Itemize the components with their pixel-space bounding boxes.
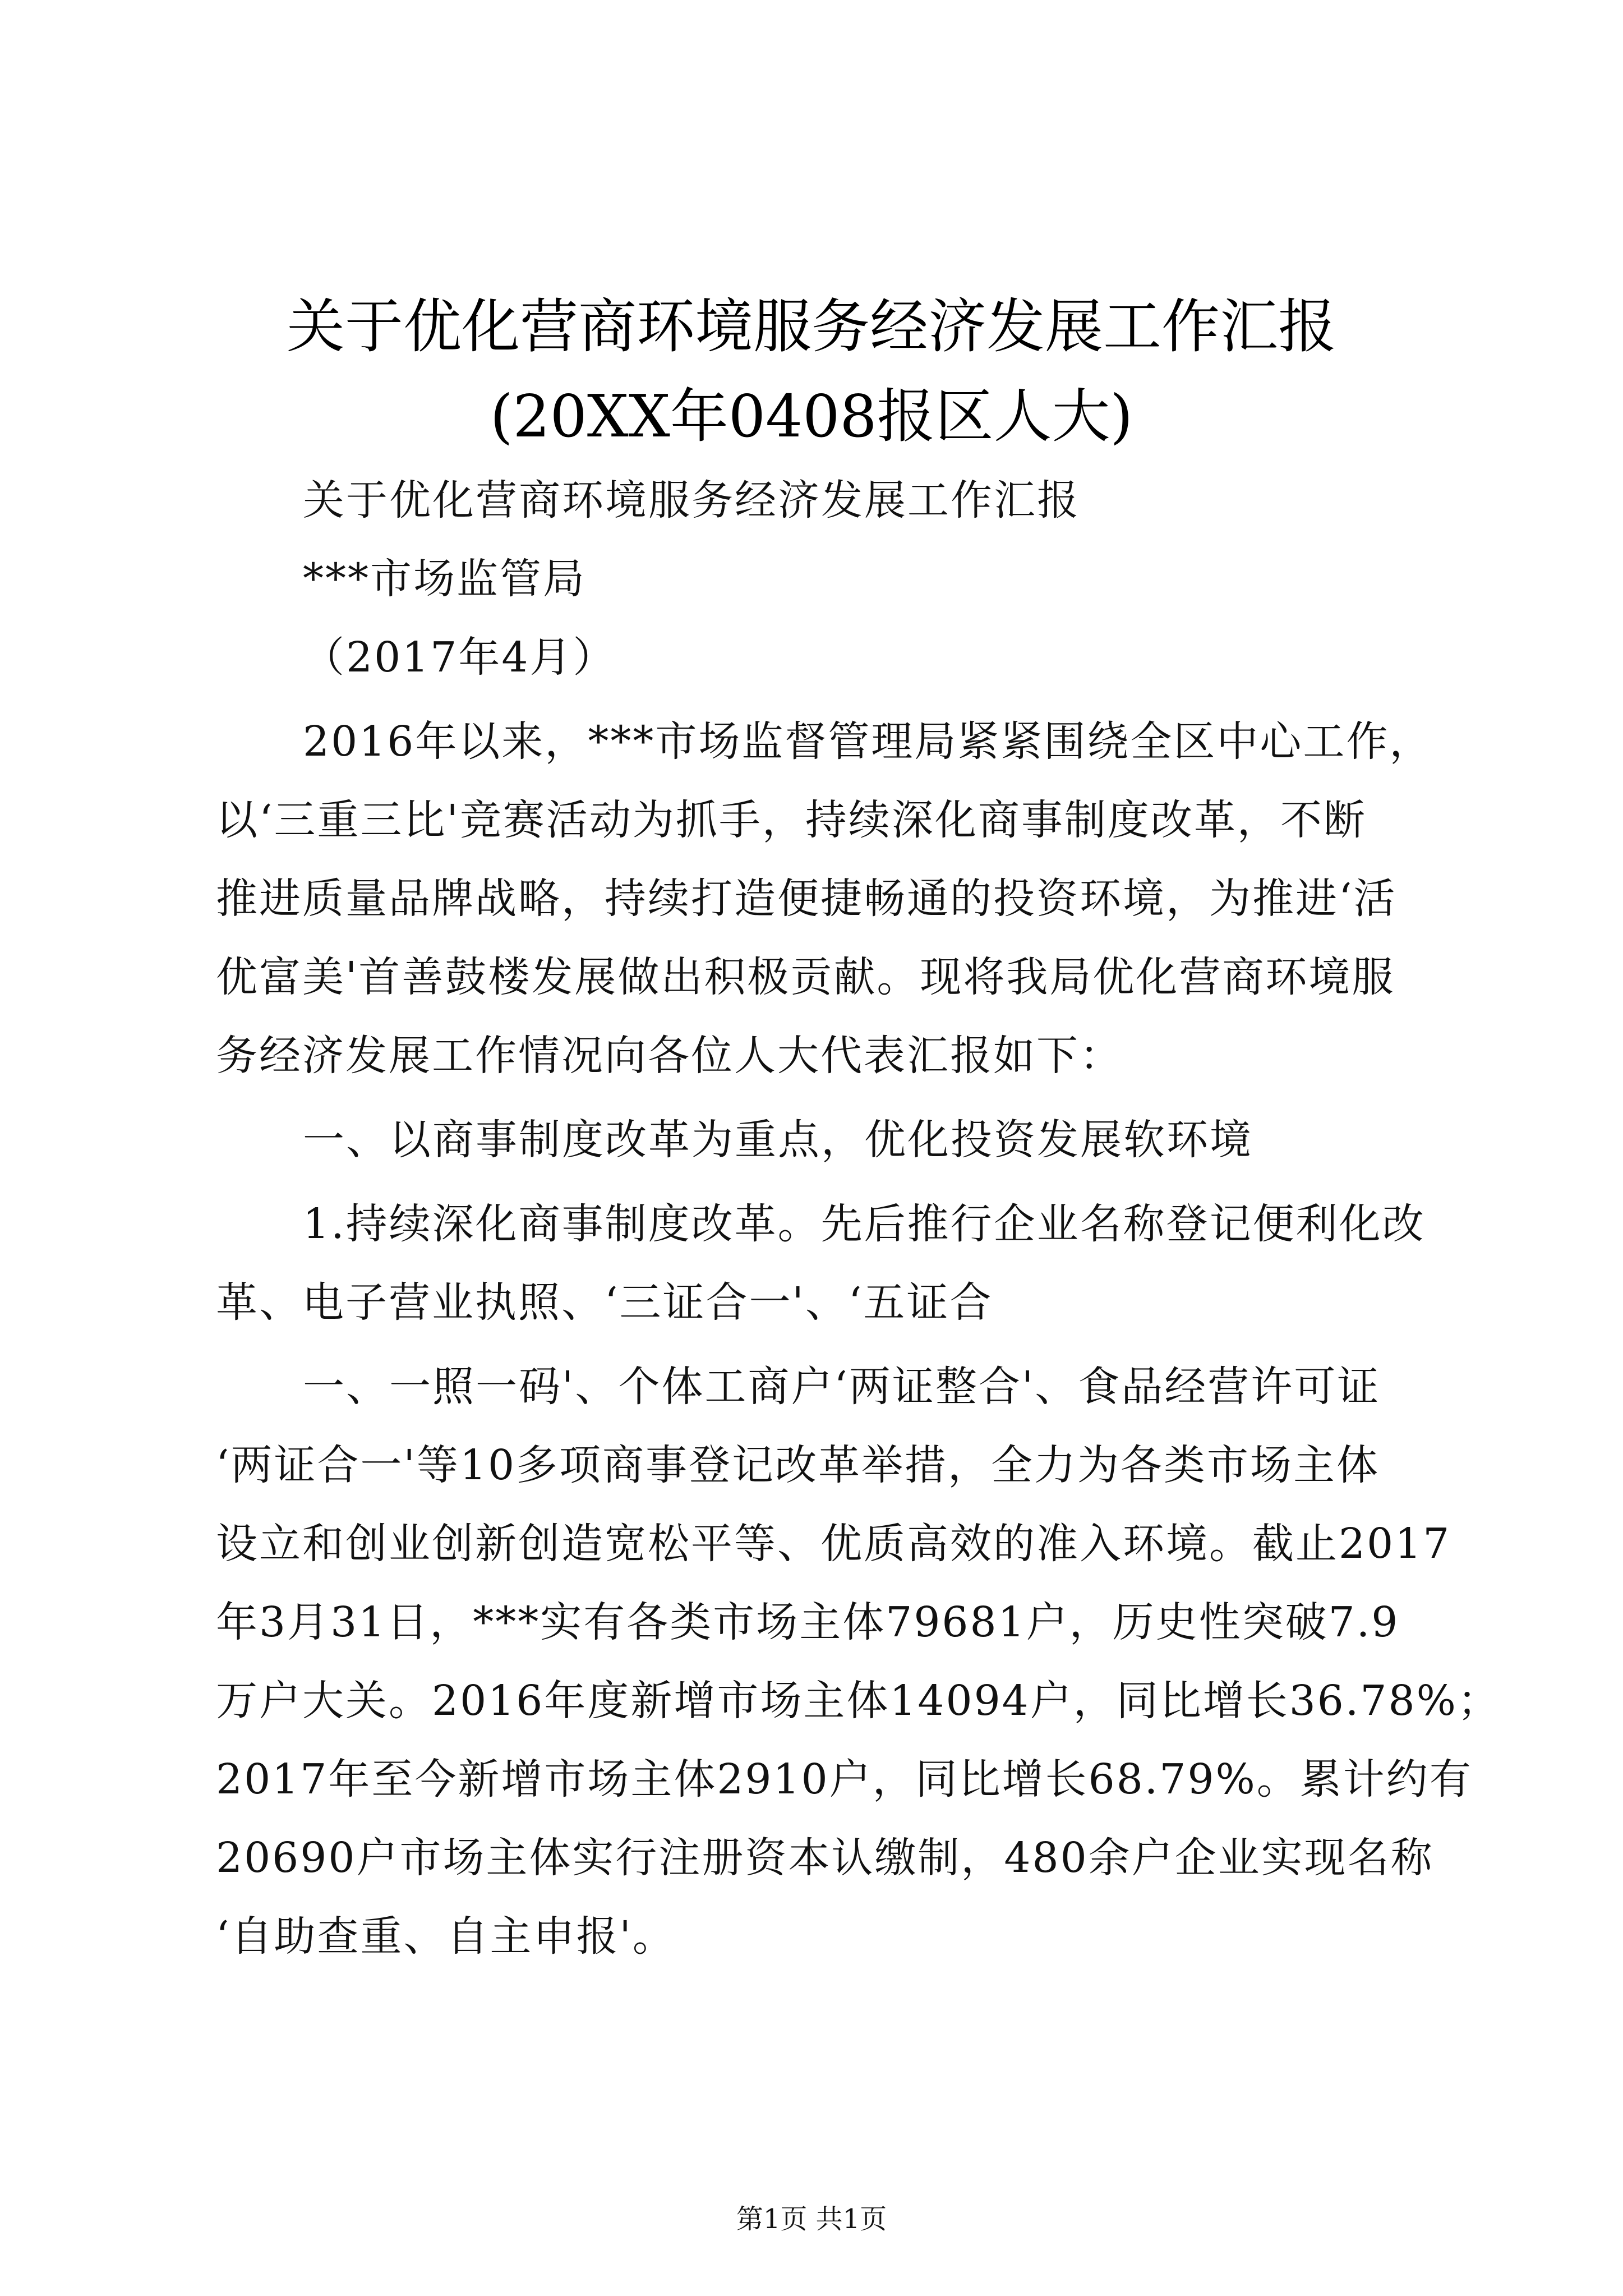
- paragraph-line: 20690户市场主体实行注册资本认缴制，480余户企业实现名称: [216, 1834, 1434, 1882]
- document-date: （2017年4月）: [303, 633, 616, 682]
- paragraph-line: 一、一照一码'、个体工商户‘两证整合'、食品经营许可证: [303, 1363, 1381, 1411]
- paragraph-line: 推进质量品牌战略，持续打造便捷畅通的投资环境，为推进‘活: [216, 875, 1397, 923]
- paragraph-line: 设立和创业创新创造宽松平等、优质高效的准入环境。截止2017: [216, 1520, 1451, 1568]
- subtitle: 关于优化营商环境服务经济发展工作汇报: [303, 476, 1080, 524]
- paragraph-line: ‘自助查重、自主申报'。: [216, 1912, 676, 1961]
- paragraph-line: 以‘三重三比'竞赛活动为抓手，持续深化商事制度改革，不断: [216, 796, 1367, 844]
- document-title-line-2: (20XX年0408报区人大): [490, 382, 1133, 450]
- issuing-office: ***市场监管局: [303, 555, 586, 603]
- paragraph-line: 革、电子营业执照、‘三证合一'、‘五证合: [216, 1278, 993, 1327]
- section-heading: 一、以商事制度改革为重点，优化投资发展软环境: [303, 1116, 1253, 1164]
- document-title-line-1: 关于优化营商环境服务经济发展工作汇报: [286, 292, 1336, 361]
- paragraph-line: 1.持续深化商事制度改革。先后推行企业名称登记便利化改: [303, 1200, 1426, 1248]
- page-number-footer: 第1页 共1页: [736, 2203, 887, 2235]
- paragraph-line: ‘两证合一'等10多项商事登记改革举措，全力为各类市场主体: [216, 1441, 1380, 1489]
- paragraph-line: 万户大关。2016年度新增市场主体14094户，同比增长36.78%；: [216, 1677, 1501, 1725]
- paragraph-line: 务经济发展工作情况向各位人大代表汇报如下：: [216, 1032, 1123, 1080]
- paragraph-line: 2017年至今新增市场主体2910户，同比增长68.79%。累计约有: [216, 1755, 1473, 1803]
- paragraph-line: 优富美'首善鼓楼发展做出积极贡献。现将我局优化营商环境服: [216, 953, 1395, 1001]
- paragraph-line: 年3月31日，***实有各类市场主体79681户，历史性突破7.9: [216, 1598, 1400, 1646]
- paragraph-line: 2016年以来，***市场监督管理局紧紧围绕全区中心工作，: [303, 717, 1433, 766]
